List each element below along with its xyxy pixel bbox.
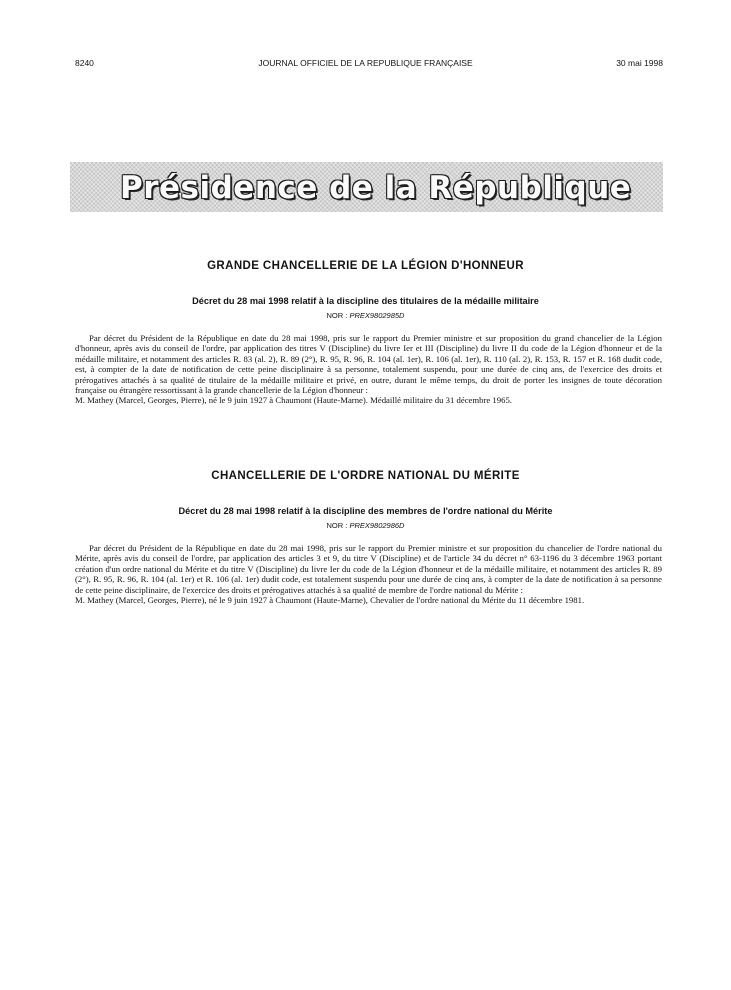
section-heading-legion-honneur: GRANDE CHANCELLERIE DE LA LÉGION D'HONNEUR (207, 260, 524, 272)
decree-body (75, 333, 662, 406)
nor-label: NOR : (326, 311, 348, 320)
section-heading-ordre-merite: CHANCELLERIE DE L'ORDRE NATIONAL DU MÉRITE (211, 470, 520, 482)
page-header (0, 58, 731, 72)
nor-reference (0, 521, 731, 530)
nor-code: PREX9802985D (349, 311, 405, 320)
decree-person: M. Mathey (Marcel, Georges, Pierre), né le 9 juin 1927 à Chaumont (Haute-Marne). Médaillé militaire du 31 décembre 1965. (75, 395, 512, 406)
banner-title: Présidence de la République (120, 170, 632, 206)
decree-body (75, 543, 662, 605)
journal-title: JOURNAL OFFICIEL DE LA REPUBLIQUE FRANÇAISE (258, 58, 473, 68)
decree-person: M. Mathey (Marcel, Georges, Pierre), né le 9 juin 1927 à Chaumont (Haute-Marne), Chevalier de l'ordre national du Mérite du 11 décembre 1981. (75, 595, 585, 606)
nor-label: NOR : (326, 521, 348, 530)
decree-title: Décret du 28 mai 1998 relatif à la discipline des membres de l'ordre national du Mérite (178, 506, 553, 516)
nor-reference (0, 311, 731, 320)
nor-code: PREX9802986D (349, 521, 405, 530)
publication-date: 30 mai 1998 (616, 58, 663, 68)
page-number: 8240 (75, 58, 94, 68)
decree-paragraph: Par décret du Président de la République en date du 28 mai 1998, pris sur le rapport du Premier ministre et sur proposition du grand chancelier de la Légion d'honneur, après avis du conseil de l'ordre, par application des titres V (Discipline) du livre Ier et III (Discipline) du livre II du code de la Légion d'honneur et de la médaille militaire, et notamment des articles R. 83 (al. 2), R. 89 (2°), R. 95, R. 96, R. 104 (al. 1er), R. 106 (al. 1er), R. 110 (al. 2), R. 153, R. 157 et R. 168 dudit code, est, à compter de la date de notification de cette peine disciplinaire à sa personne, totalement suspendu, pour une durée de cinq ans, de l'exercice des droits et prérogatives attachés à sa qualité de titulaire de la médaille militaire et privé, en outre, durant le même temps, du droit de porter les insignes de toute décoration française ou étrangère ressortissant à la grande chancellerie de la Légion d'honneur : (75, 333, 662, 396)
decree-title: Décret du 28 mai 1998 relatif à la discipline des titulaires de la médaille militaire (192, 296, 539, 306)
decree-paragraph: Par décret du Président de la République en date du 28 mai 1998, pris sur le rapport du Premier ministre et sur proposition du chancelier de l'ordre national du Mérite, après avis du conseil de l'ordre, par application des articles 3 et 9, du titre V (Discipline) et de l'article 34 du décret n° 63-1196 du 3 décembre 1963 portant création d'un ordre national du Mérite et du titre V (Discipline) du livre Ier du code de la Légion d'honneur et de la médaille militaire, et notamment des articles R. 89 (2°), R. 95, R. 96, R. 104 (al. 1er) et R. 106 (al. 1er) dudit code, est totalement suspendu pour une durée de cinq ans, à compter de la date de notification à sa personne de cette peine disciplinaire, de l'exercice des droits et prérogatives attachés à sa qualité de membre de l'ordre national du Mérite : (75, 543, 662, 595)
